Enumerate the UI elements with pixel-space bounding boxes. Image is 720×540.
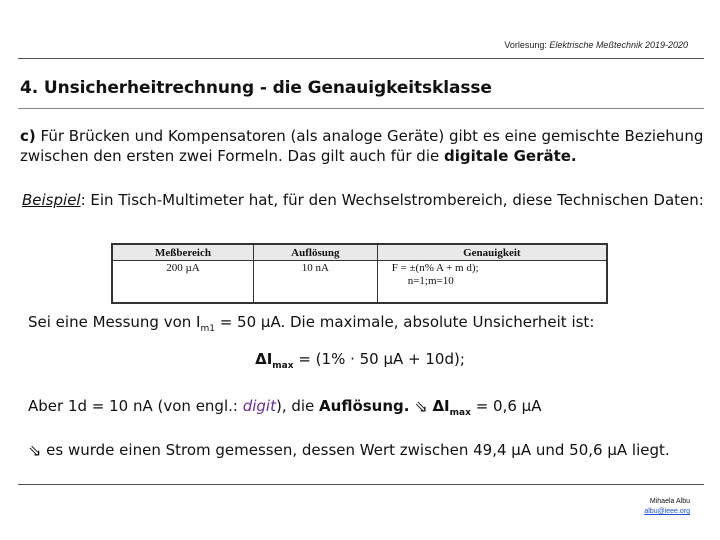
measurement-pre: Sei eine Messung von I xyxy=(28,313,201,331)
resolution-bold: Auflösung. xyxy=(319,397,410,415)
paragraph-c xyxy=(20,126,710,166)
header-divider xyxy=(18,58,704,59)
delta-i-sub-2: max xyxy=(449,408,471,418)
delta-i-symbol-2: ΔI xyxy=(432,397,450,415)
result-value: = 0,6 µA xyxy=(470,397,542,415)
conclusion-line xyxy=(28,440,698,460)
accuracy-params: n=1;m=10 xyxy=(407,275,454,287)
title-divider xyxy=(18,108,704,109)
digit-pre: Aber 1d = 10 nA (von engl.: xyxy=(28,397,243,415)
para-c-text: Für Brücken und Kompensatoren (als analoge Geräte) gibt es eine gemischte Beziehung zwischen den ersten zwei Formeln. Das gilt auch für die xyxy=(20,127,704,165)
accuracy-formula: F = ±(n% A + m d); xyxy=(391,262,479,274)
footer-divider xyxy=(18,484,704,485)
digit-line xyxy=(28,396,718,423)
example-label: Beispiel xyxy=(22,191,81,209)
header-course: Elektrische Meßtechnik 2019-2020 xyxy=(549,40,688,50)
col-resolution: Auflösung xyxy=(253,244,377,261)
formula-expression: = (1% · 50 µA + 10d); xyxy=(293,350,465,368)
lecture-header xyxy=(504,40,688,50)
delta-i-symbol: ΔI xyxy=(255,350,273,368)
spec-table xyxy=(111,243,608,304)
author-email-link[interactable]: albu@ieee.org xyxy=(644,508,690,515)
arrow-icon: ⇘ xyxy=(414,397,428,416)
measurement-sub: m1 xyxy=(200,324,215,334)
cell-resolution: 10 nA xyxy=(253,261,377,304)
footer xyxy=(644,497,690,517)
cell-accuracy xyxy=(377,261,607,304)
digit-mid: ), die xyxy=(275,397,320,415)
author-name: Mihaela Albu xyxy=(649,498,690,505)
para-c-bold: digitale Geräte. xyxy=(444,147,577,165)
delta-i-sub: max xyxy=(272,361,294,371)
header-prefix: Vorlesung: xyxy=(504,40,550,50)
para-c-label: c) xyxy=(20,127,36,145)
arrow-icon: ⇘ xyxy=(28,441,42,460)
spec-data-row xyxy=(112,261,607,304)
conclusion-text: es wurde einen Strom gemessen, dessen Wert zwischen 49,4 µA und 50,6 µA liegt. xyxy=(41,441,670,459)
example-paragraph xyxy=(22,190,712,210)
spec-header-row xyxy=(112,244,607,261)
cell-range: 200 µA xyxy=(112,261,253,304)
col-measuring-range: Meßbereich xyxy=(112,244,253,261)
measurement-line xyxy=(28,312,718,339)
col-accuracy: Genauigkeit xyxy=(377,244,607,261)
formula-line xyxy=(0,350,720,371)
slide-title: 4. Unsicherheitrechnung - die Genauigkeitsklasse xyxy=(20,78,492,98)
digit-term: digit xyxy=(242,397,276,415)
measurement-post: = 50 µA. Die maximale, absolute Unsicherheit ist: xyxy=(214,313,595,331)
example-text: : Ein Tisch-Multimeter hat, für den Wechselstrombereich, diese Technischen Daten: xyxy=(80,191,704,209)
